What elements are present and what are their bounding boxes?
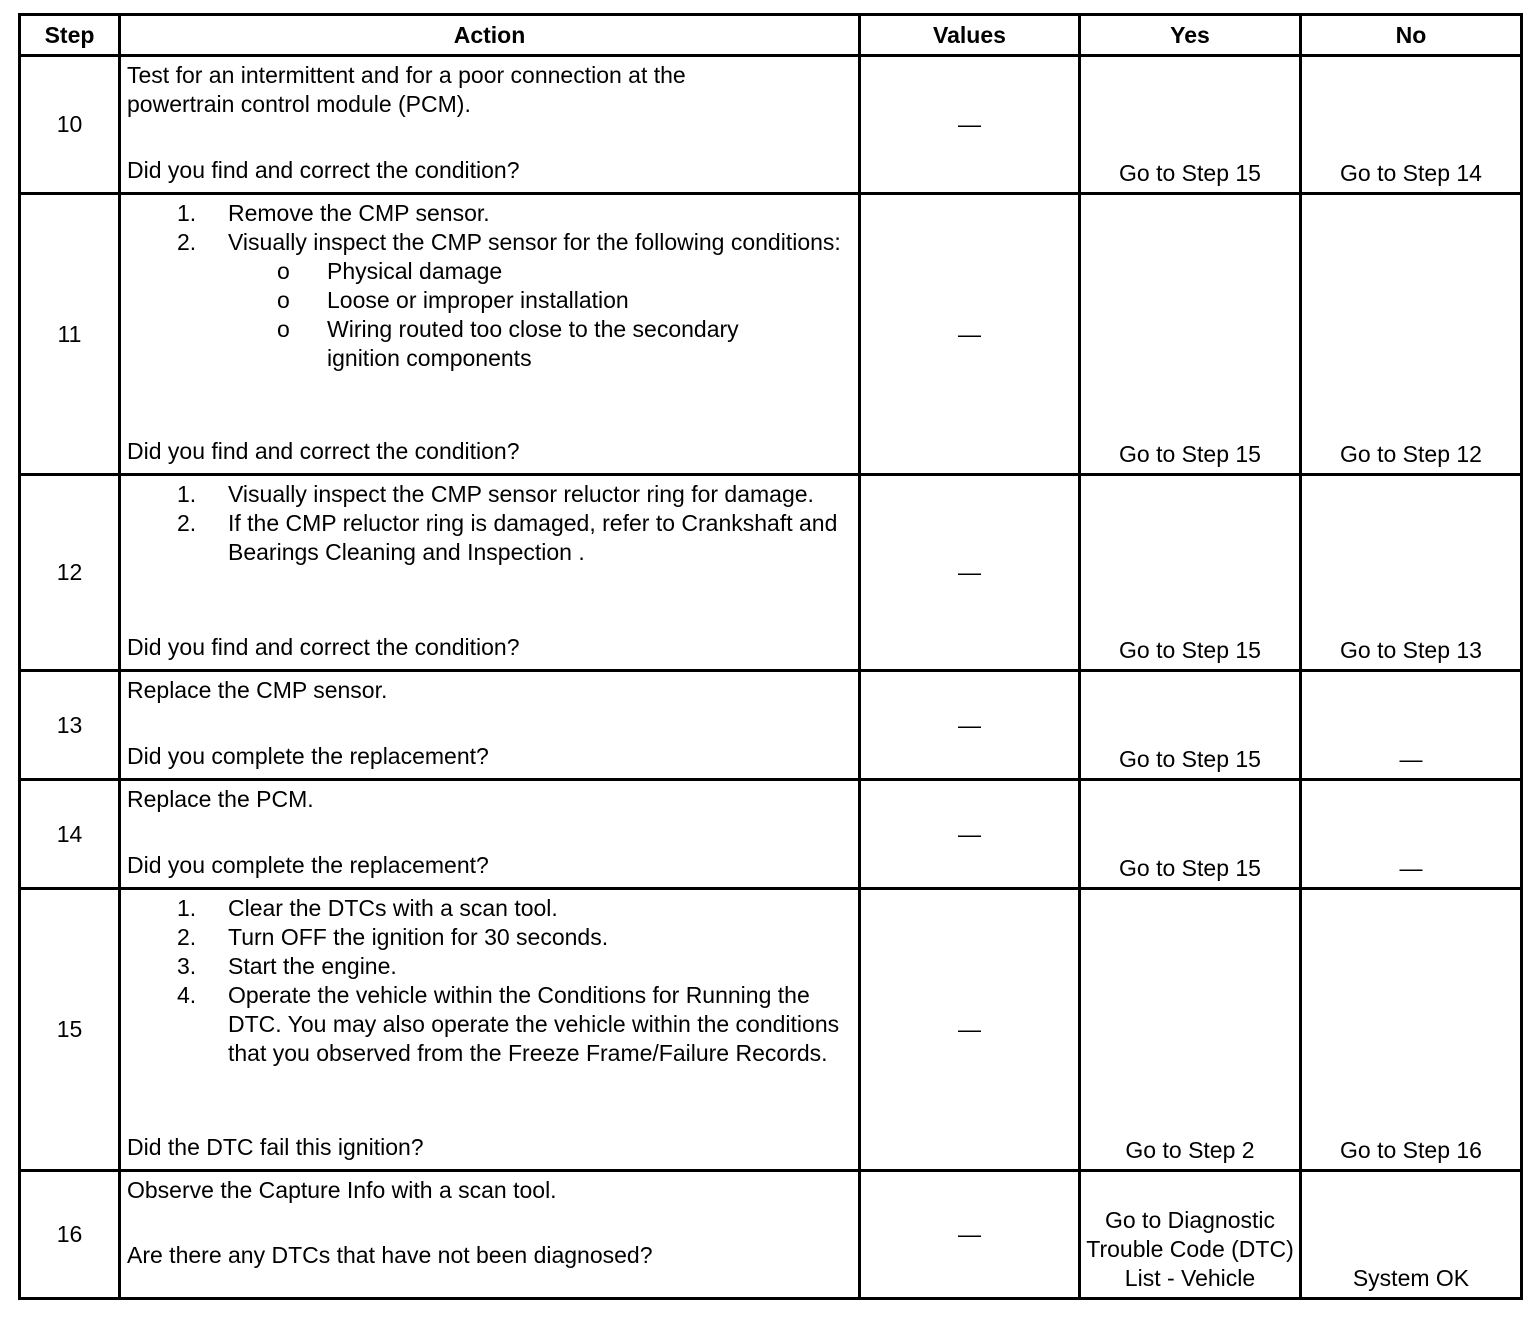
step-text: Visually inspect the CMP sensor for the following conditions: bbox=[228, 229, 841, 255]
step-text: Operate the vehicle within the Conditions for Running the DTC. You may also operate the vehicle within the conditions that you observed from the Freeze Frame/Failure Records. bbox=[228, 982, 840, 1066]
values-cell: — bbox=[860, 889, 1080, 1171]
sub-item bbox=[127, 286, 852, 315]
no-value: System OK bbox=[1301, 1171, 1522, 1299]
step-text: Remove the CMP sensor. bbox=[228, 200, 490, 226]
values-cell: — bbox=[860, 1171, 1080, 1299]
action-intro: Observe the Capture Info with a scan tool. bbox=[127, 1177, 557, 1203]
table-row bbox=[20, 780, 1522, 889]
list-item bbox=[127, 199, 852, 228]
values-cell: — bbox=[860, 671, 1080, 780]
step-num: 3. bbox=[177, 953, 197, 979]
no-value: — bbox=[1301, 671, 1522, 780]
header-row bbox=[20, 15, 1522, 56]
list-item bbox=[127, 952, 852, 981]
step-number: 12 bbox=[20, 475, 120, 671]
yes-link[interactable]: Go to Step 15 bbox=[1080, 671, 1301, 780]
sub-list bbox=[127, 257, 852, 373]
action-steps bbox=[127, 199, 852, 373]
sub-item bbox=[127, 257, 852, 286]
action-question: Did you find and correct the condition? bbox=[127, 157, 520, 183]
no-link[interactable]: Go to Step 12 bbox=[1301, 194, 1522, 475]
values-cell: — bbox=[860, 780, 1080, 889]
header-action: Action bbox=[120, 15, 860, 56]
action-question: Did you find and correct the condition? bbox=[127, 438, 520, 464]
step-num: 1. bbox=[177, 200, 197, 226]
table-row bbox=[20, 194, 1522, 475]
yes-link[interactable]: Go to Step 15 bbox=[1080, 475, 1301, 671]
header-step: Step bbox=[20, 15, 120, 56]
step-text: Turn OFF the ignition for 30 seconds. bbox=[228, 924, 609, 950]
table-row bbox=[20, 889, 1522, 1171]
bullet: o bbox=[277, 287, 290, 313]
bullet: o bbox=[277, 258, 290, 284]
action-cell bbox=[120, 1171, 860, 1299]
yes-link[interactable]: Go to Step 2 bbox=[1080, 889, 1301, 1171]
no-value: — bbox=[1301, 780, 1522, 889]
step-number: 16 bbox=[20, 1171, 120, 1299]
step-text: If the CMP reluctor ring is damaged, refer to Crankshaft and Bearings Cleaning and Inspection . bbox=[228, 510, 838, 565]
step-num: 1. bbox=[177, 895, 197, 921]
no-link[interactable]: Go to Step 13 bbox=[1301, 475, 1522, 671]
sub-text: Physical damage bbox=[327, 258, 503, 284]
sub-text: Wiring routed too close to the secondary ignition components bbox=[327, 316, 739, 371]
no-link[interactable]: Go to Step 16 bbox=[1301, 889, 1522, 1171]
list-item bbox=[127, 509, 852, 567]
step-text: Visually inspect the CMP sensor reluctor ring for damage. bbox=[228, 481, 814, 507]
sub-item bbox=[127, 315, 777, 373]
action-cell bbox=[120, 671, 860, 780]
action-intro: Test for an intermittent and for a poor connection at the powertrain control module (PCM). bbox=[127, 62, 686, 117]
action-question: Did you find and correct the condition? bbox=[127, 634, 520, 660]
header-yes: Yes bbox=[1080, 15, 1301, 56]
yes-link[interactable]: Go to Step 15 bbox=[1080, 194, 1301, 475]
step-num: 2. bbox=[177, 510, 197, 536]
step-text: Clear the DTCs with a scan tool. bbox=[228, 895, 558, 921]
sub-text: Loose or improper installation bbox=[327, 287, 629, 313]
values-cell: — bbox=[860, 56, 1080, 194]
no-link[interactable]: Go to Step 14 bbox=[1301, 56, 1522, 194]
yes-link[interactable]: Go to Step 15 bbox=[1080, 780, 1301, 889]
step-num: 4. bbox=[177, 982, 197, 1008]
header-values: Values bbox=[860, 15, 1080, 56]
step-number: 11 bbox=[20, 194, 120, 475]
step-text: Start the engine. bbox=[228, 953, 397, 979]
step-num: 2. bbox=[177, 924, 197, 950]
bullet: o bbox=[277, 316, 290, 342]
step-num: 1. bbox=[177, 481, 197, 507]
list-item bbox=[127, 894, 852, 923]
action-question: Did the DTC fail this ignition? bbox=[127, 1134, 424, 1160]
step-number: 10 bbox=[20, 56, 120, 194]
yes-link[interactable]: Go to Step 15 bbox=[1080, 56, 1301, 194]
action-steps bbox=[127, 480, 852, 567]
action-cell bbox=[120, 889, 860, 1171]
action-cell bbox=[120, 780, 860, 889]
action-steps bbox=[127, 894, 852, 1068]
step-num: 2. bbox=[177, 229, 197, 255]
action-cell bbox=[120, 475, 860, 671]
action-question: Did you complete the replacement? bbox=[127, 743, 489, 769]
header-no: No bbox=[1301, 15, 1522, 56]
table-row bbox=[20, 1171, 1522, 1299]
table-row bbox=[20, 475, 1522, 671]
yes-link[interactable]: Go to Diagnostic Trouble Code (DTC) List - Vehicle bbox=[1080, 1171, 1301, 1299]
action-cell bbox=[120, 56, 860, 194]
action-question: Did you complete the replacement? bbox=[127, 852, 489, 878]
step-number: 14 bbox=[20, 780, 120, 889]
list-item bbox=[127, 480, 852, 509]
table-row bbox=[20, 56, 1522, 194]
action-cell bbox=[120, 194, 860, 475]
values-cell: — bbox=[860, 475, 1080, 671]
list-item bbox=[127, 228, 852, 373]
action-intro: Replace the CMP sensor. bbox=[127, 677, 388, 703]
table-row bbox=[20, 671, 1522, 780]
list-item bbox=[127, 981, 852, 1068]
step-number: 15 bbox=[20, 889, 120, 1171]
list-item bbox=[127, 923, 852, 952]
diagnostic-table bbox=[18, 13, 1523, 1300]
step-number: 13 bbox=[20, 671, 120, 780]
action-intro: Replace the PCM. bbox=[127, 786, 314, 812]
values-cell: — bbox=[860, 194, 1080, 475]
action-question: Are there any DTCs that have not been diagnosed? bbox=[127, 1242, 653, 1268]
